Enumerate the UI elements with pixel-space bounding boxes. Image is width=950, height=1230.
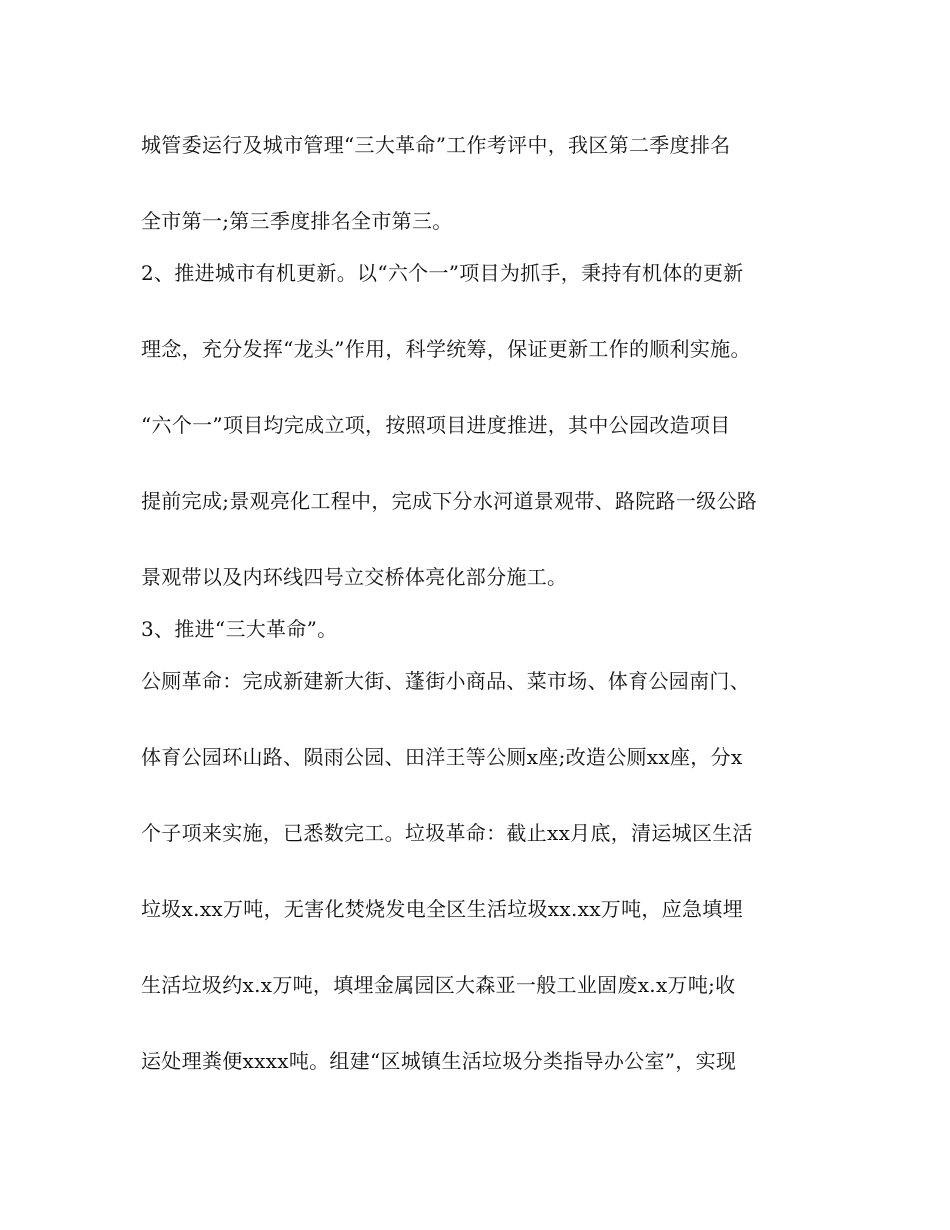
text-line-8: 3、推进“三大革命”。 [141, 617, 338, 641]
text-line-7: 景观带以及内环线四号立交桥体亮化部分施工。 [141, 565, 568, 589]
text-line-2: 全市第一;第三季度排名全市第三。 [141, 209, 453, 233]
text-line-10: 体育公园环山路、陨雨公园、田洋王等公厕x座;改造公厕xx座，分x [141, 745, 743, 769]
text-line-14: 运处理粪便xxxx吨。组建“区城镇生活垃圾分类指导办公室”，实现 [141, 1049, 737, 1073]
text-line-1: 城管委运行及城市管理“三大革命”工作考评中，我区第二季度排名 [141, 133, 731, 157]
text-line-9: 公厕革命：完成新建新大街、蓬街小商品、菜市场、体育公园南门、 [141, 669, 750, 693]
document-body [141, 135, 806, 1071]
text-line-13: 生活垃圾约x.x万吨，填埋金属园区大森亚一般工业固废x.x万吨;收 [141, 973, 736, 997]
text-line-6: 提前完成;景观亮化工程中，完成下分水河道景观带、路院路一级公路 [141, 489, 758, 513]
text-line-11: 个子项来实施，已悉数完工。垃圾革命：截止xx月底，清运城区生活 [141, 821, 753, 845]
text-line-5: “六个一”项目均完成立项，按照项目进度推进，其中公园改造项目 [141, 413, 731, 437]
text-line-12: 垃圾x.xx万吨，无害化焚烧发电全区生活垃圾xx.xx万吨，应急填埋 [141, 897, 743, 921]
text-line-4: 理念，充分发挥“龙头”作用，科学统筹，保证更新工作的顺利实施。 [141, 337, 751, 361]
text-line-3: 2、推进城市有机更新。以“六个一”项目为抓手，秉持有机体的更新 [141, 261, 744, 285]
